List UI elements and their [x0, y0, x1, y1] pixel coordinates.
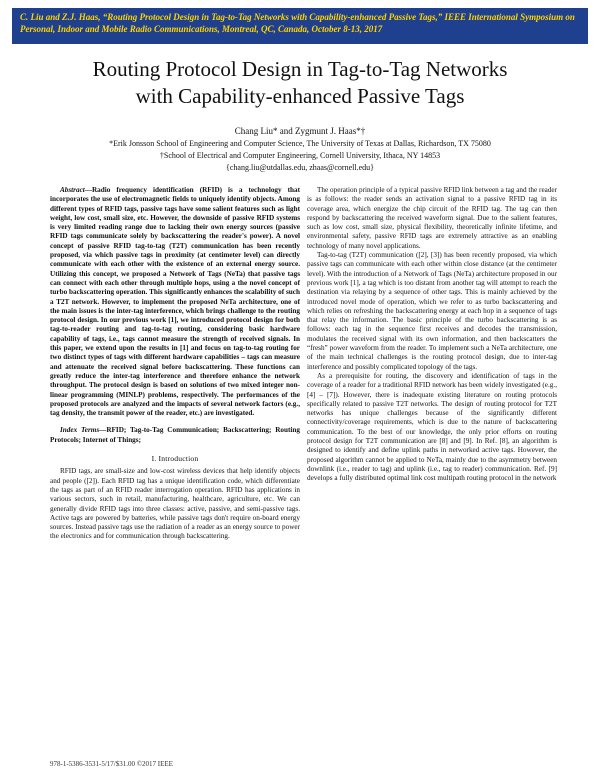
- abstract-text: —Radio frequency identification (RFID) is a technology that incorporates the use of electromagnetic fields to uniquely identify objects. Among different types of RFID tags, passive tags have some salient features such as light weight, low cost, small size, etc. However, the downside of passive RFID systems is very limited reading range due to lacking their own energy sources (passive RFID tags communicate solely by backscattering the reader's power). A novel concept of passive RFID tag-to-tag (T2T) communication has been recently proposed, via which passive tags in proximity (at centimeter level) can directly communicate with each other with the existence of an external energy source. Utilizing this concept, we proposed a Network of Tags (NeTa) that passive tags can connect with each other through multiple hops, using a the novel concept of turbo backscattering operation. This significantly enhances the scalability of such a T2T network. However, to implement the proposed NeTa architecture, one of the main issues is the inter-tag interference, which brings challenge to the routing protocol design. In our previous work [1], we introduced protocol design for both tag-to-reader routing and tag-to-tag routing, considering basic hardware capability of tags, i.e., tags cannot measure the strength of received signals. In this paper, we extend upon the results in [1] and focus on tag-to-tag routing for two distinct types of tags with different hardware capabilities – tags can measure and attenuate the received signal before backscattering. These functions can greatly reduce the inter-tag interference and therefore enhance the network throughput. The protocol design is based on solutions of two mixed integer non-linear programming (MINLP) problems, respectively. The performances of the proposed protocols are analyzed and the impacts of several network factors (e.g., tag density, the transmit power of the reader, etc.) are investigated.: [50, 186, 300, 418]
- author-emails: {chang.liu@utdallas.edu, zhaas@cornell.edu}: [226, 163, 374, 172]
- title-line-2: with Capability-enhanced Passive Tags: [135, 84, 465, 108]
- citation-text: C. Liu and Z.J. Haas, “Routing Protocol Design in Tag-to-Tag Networks with Capability-enhanced Passive Tags,” IEEE International Symposium on Personal, Indoor and Mobile Radio Communications, Montreal, QC, Canada, October 8-13, 2017: [20, 12, 575, 34]
- title-line-1: Routing Protocol Design in Tag-to-Tag Networks: [92, 57, 508, 81]
- intro-paragraph-3: Tag-to-tag (T2T) communication ([2], [3]) has been recently proposed, via which passive tags can communicate with each other within close distance (at the centimeter level). With the introduction of a Network of Tags (NeTa) architecture proposed in our previous work [1], a tag which is too distant from another tag will attempt to reach the destination via relaying by a sequence of other tags. This is mainly achieved by the introduced novel mode of operation, which we refer to as turbo backscattering and which relies on refreshing the backscattering energy at each hop in a sequence of tags that relay the information. The basic principle of the turbo backscattering is as follows: each tag in the sequence first receives and decodes the transmission, modulates the received signal with its own information, and then backscatters the “fresh” power waveform from the reader. To implement such a NeTa architecture, one of the main technical challenges is the routing protocol design, due to inter-tag interference and possibly complicated topology of the tags.: [307, 251, 557, 371]
- citation-banner: [12, 8, 588, 44]
- index-terms-label: Index Terms: [60, 426, 100, 435]
- left-column: [50, 186, 300, 542]
- intro-paragraph-1: RFID tags, are small-size and low-cost wireless devices that help identify objects and people ([2]). Each RFID tag has a unique identification code, which differentiate the tags as part of an RFID reader interrogation operation. RFID has applications in various sectors, such in retail, manufacturing, healthcare, agriculture, etc. We can generally divide RFID tags into three classes: active, passive, and semi-passive tags. Active tags are powered by batteries, while passive tags don't require on-board energy sources. Instead passive tags use the radiation of a reader as an energy source to power the electronics and for communication through backscattering.: [50, 467, 300, 541]
- copyright-footer: 978-1-5386-3531-5/17/$31.00 ©2017 IEEE: [50, 760, 173, 768]
- intro-paragraph-2: The operation principle of a typical passive RFID link between a tag and the reader is as follows: the reader sends an activation signal to a passive RFID tag in its coverage area, which energize the chip circuit of the RFID tag. The tag can then respond by backscattering the received waveform signal. Due to the salient features, such as low cost, small size, physical flexibility, theoretically infinite lifetime, and environmental safety, passive RFID tags are extremely attractive as an enabling technology of many novel applications.: [307, 186, 557, 250]
- affiliation-utd: *Erik Jonsson School of Engineering and Computer Science, The University of Texas at Dallas, Richardson, TX 75080: [109, 139, 491, 148]
- affiliation-cornell: †School of Electrical and Computer Engineering, Cornell University, Ithaca, NY 14853: [159, 151, 441, 160]
- paper-title: [40, 56, 560, 110]
- authors: Chang Liu* and Zygmunt J. Haas*†: [234, 126, 366, 136]
- index-terms: [50, 426, 300, 445]
- affiliations: [40, 138, 560, 174]
- index-terms-text: —RFID; Tag-to-Tag Communication; Backscattering; Routing Protocols; Internet of Things;: [50, 426, 300, 444]
- right-column: [307, 186, 557, 484]
- abstract-label: Abstract: [60, 186, 85, 194]
- abstract: [50, 186, 300, 418]
- section-heading-introduction: I. Introduction: [151, 454, 199, 464]
- intro-paragraph-4: As a prerequisite for routing, the discovery and identification of tags in the coverage of a reader for a traditional RFID network has been widely investigated (e.g., [4] – [7]). However, there is inadequate existing literature on routing protocols specifically related to passive T2T networks. The design of routing protocol for T2T networks has unique challenges because of the significantly different connectivity/coverage requirements, which is due to the nature of backscattering communication. To the best of our knowledge, the only prior efforts on routing protocol design for T2T communication are [8] and [9]. In Ref. [8], an algorithm is designed to identify and define uplink paths in networked active tags. However, the proposed algorithm cannot be applied to NeTa, mainly due to the asymmetry between downlink (i.e., reader to tag) and uplink (i.e., tag to reader) communication. Ref. [9] develops a fully distributed optimal link cost multipath routing protocol in the network: [307, 371, 557, 483]
